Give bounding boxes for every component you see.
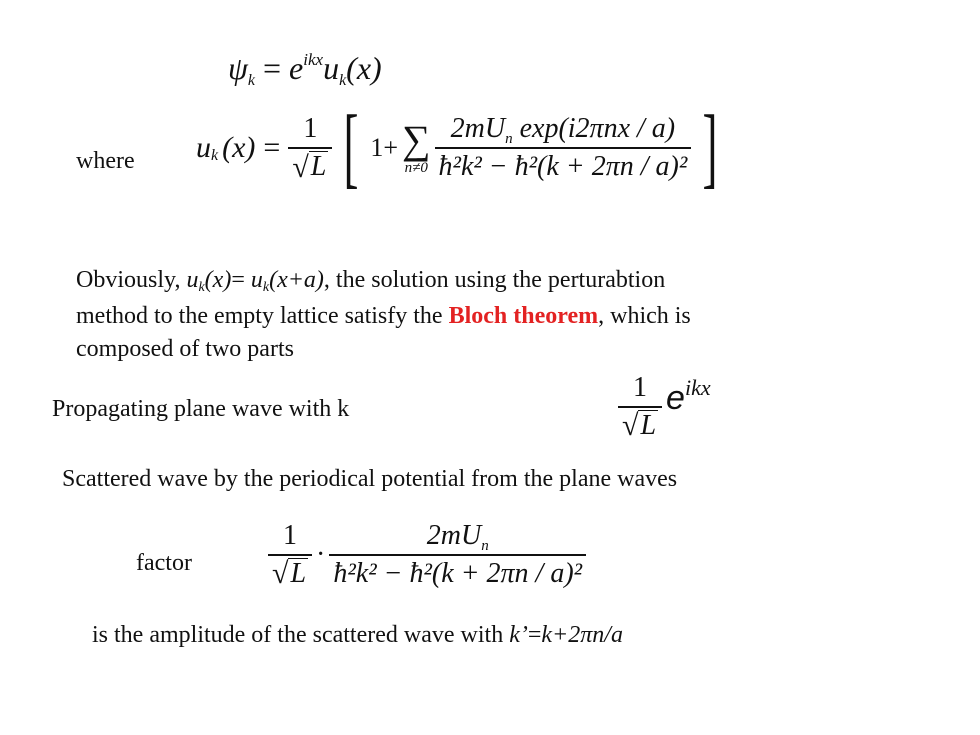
uk-argument: (x) (222, 131, 256, 164)
u-subscript: k (339, 72, 347, 89)
factor-num-sub: n (481, 538, 489, 554)
one-plus: 1+ (370, 133, 399, 162)
amplitude-eq: = (527, 622, 542, 648)
numerator-main: 2mU (450, 113, 506, 145)
method-text: method to the empty lattice satisfy the (76, 303, 449, 329)
bloch-paragraph (76, 264, 691, 366)
u-argument: (x) (346, 50, 382, 86)
factor-expression (268, 520, 586, 590)
equals-sign: = (262, 50, 282, 86)
u-symbol: u (323, 50, 340, 86)
factor-numerator-2 (423, 520, 493, 554)
psi-subscript: k (247, 72, 255, 89)
perturbation-denominator: ħ²k² − ħ²(k + 2πn / a)² (438, 150, 688, 182)
factor-radicand: L (290, 557, 307, 589)
numerator-subscript: n (505, 131, 513, 148)
perturbation-text: , the solution using the perturabtion (323, 267, 666, 293)
radical-sign: √ (292, 150, 309, 184)
perturbation-numerator (447, 113, 679, 147)
where-label: where (76, 148, 135, 174)
cdot: · (316, 538, 326, 570)
fraction-numerator: 1 (303, 113, 318, 145)
factor-amplitude-fraction (329, 520, 586, 590)
prop-sqrt-L (618, 408, 662, 442)
amplitude-sentence (92, 622, 623, 649)
inline-u: u (186, 267, 199, 293)
inline-u-sub: k (198, 280, 205, 295)
sqrt-L (288, 149, 332, 183)
psi-symbol: ψ (228, 50, 248, 86)
prop-e: e (666, 379, 685, 418)
left-bracket: [ (343, 98, 359, 197)
plane-wave-expression (618, 372, 711, 441)
prop-exponential (666, 375, 711, 418)
paragraph-line-3: composed of two parts (76, 336, 294, 362)
exp-base: e (289, 50, 304, 86)
numerator-exp: exp(i2πnx / a) (512, 113, 676, 145)
summation (402, 116, 431, 177)
factor-inv-sqrt-L (268, 520, 312, 589)
prop-exp: ikx (684, 375, 711, 401)
k-prime: k’ (509, 622, 528, 648)
inline-u2-sub: k (262, 280, 270, 295)
inline-xa: (x+a) (269, 267, 324, 293)
bloch-theorem-highlight: Bloch theorem (448, 303, 599, 329)
inv-sqrt-L-fraction (288, 113, 332, 182)
propagating-label: Propagating plane wave with k (52, 396, 350, 422)
inline-x: (x) (204, 267, 232, 293)
prop-radical: √ (622, 409, 639, 443)
k-prime-rhs: k+2πn/a (541, 622, 623, 648)
amplitude-text: is the amplitude of the scattered wave with (92, 622, 510, 648)
prop-numerator: 1 (633, 372, 648, 403)
inline-u2: u (250, 267, 263, 293)
paragraph-line-2 (76, 300, 691, 333)
uk-expansion-equation (196, 98, 725, 197)
obviously-text: Obviously, (76, 267, 187, 293)
scattered-label: Scattered wave by the periodical potential from the plane waves (62, 466, 678, 492)
uk-symbol: u (196, 131, 211, 164)
right-bracket: ] (702, 98, 718, 197)
radicand-L: L (310, 150, 327, 182)
equals-sign-2: = (263, 131, 281, 164)
inline-eq: = (231, 267, 251, 293)
factor-num-main: 2mU (426, 520, 482, 551)
prop-radicand: L (640, 409, 657, 441)
factor-numerator-1: 1 (283, 520, 298, 552)
sigma-symbol: ∑ (402, 116, 431, 162)
uk-subscript: k (211, 147, 219, 164)
sum-index: n≠0 (404, 159, 428, 176)
perturbation-term-fraction (435, 113, 692, 183)
prop-fraction (618, 372, 662, 441)
factor-label: factor (136, 550, 192, 576)
factor-denominator: ħ²k² − ħ²(k + 2πn / a)² (333, 557, 583, 589)
factor-sqrt-L (268, 556, 312, 590)
paragraph-line-1 (76, 264, 691, 300)
exp-power: ikx (303, 50, 324, 69)
wavefunction-equation (228, 50, 382, 87)
factor-radical: √ (272, 557, 289, 591)
which-is-text: , which is (598, 303, 691, 329)
